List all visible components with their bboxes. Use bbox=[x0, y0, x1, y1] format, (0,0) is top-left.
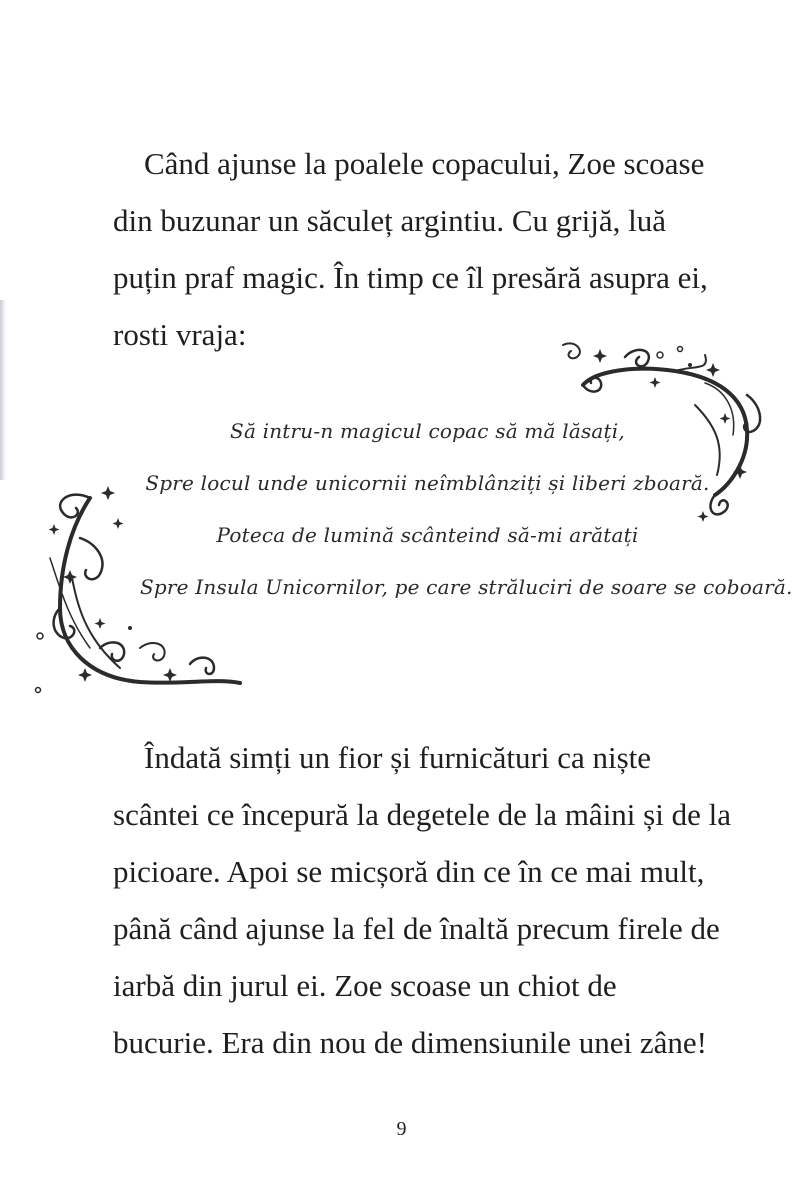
text-line: puțin praf magic. În timp ce îl presără asupra ei, bbox=[113, 260, 708, 295]
verse-line: Poteca de lumină scânteind să-mi arătați bbox=[216, 523, 639, 547]
verse-line: Spre Insula Unicornilor, pe care străluciri de soare se coboară. bbox=[140, 575, 793, 599]
verse-line: Spre locul unde unicornii neîmblânziți și liberi zboară. bbox=[145, 471, 710, 495]
text-line: scântei ce începură la degetele de la mâini și de la bbox=[113, 797, 731, 832]
paragraph-intro bbox=[113, 135, 713, 363]
page-edge-shadow bbox=[0, 300, 6, 480]
text-line: bucurie. Era din nou de dimensiunile unei zâne! bbox=[113, 1025, 707, 1060]
text-line: picioare. Apoi se micșoră din ce în ce mai mult, bbox=[113, 854, 705, 889]
page-number: 9 bbox=[396, 1118, 407, 1140]
text-line: Când ajunse la poalele copacului, Zoe scoase bbox=[144, 146, 705, 181]
text-line: Îndată simți un fior și furnicături ca niște bbox=[144, 740, 652, 775]
paragraph-transformation bbox=[113, 729, 731, 1071]
swirl-flourish-icon bbox=[30, 478, 255, 698]
text-line: iarbă din jurul ei. Zoe scoase un chiot de bbox=[113, 968, 617, 1003]
text-line: până când ajunse la fel de înaltă precum firele de bbox=[113, 911, 720, 946]
verse-line: Să intru-n magicul copac să mă lăsați, bbox=[230, 419, 625, 443]
text-line: rosti vraja: bbox=[113, 317, 247, 352]
text-line: din buzunar un săculeț argintiu. Cu grijă, luă bbox=[113, 203, 666, 238]
